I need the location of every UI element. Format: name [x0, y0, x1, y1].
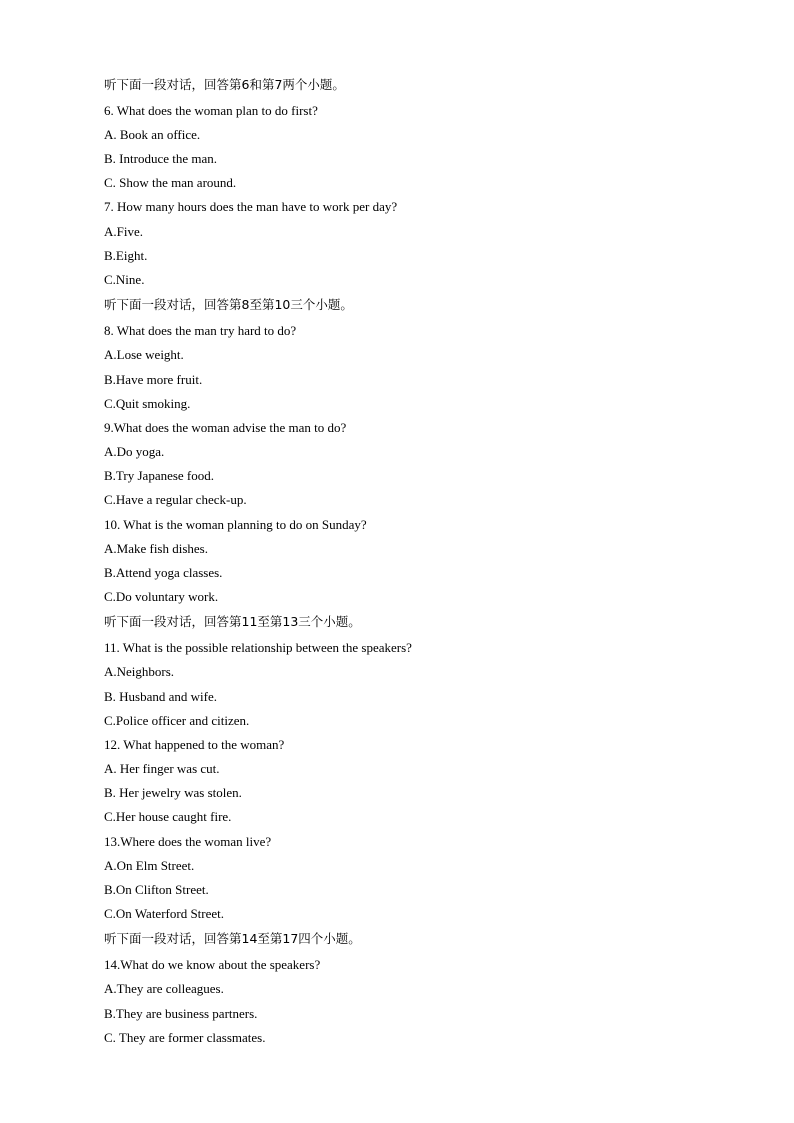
- option-11a: A.Neighbors.: [104, 664, 175, 679]
- option-13c: C.On Waterford Street.: [104, 906, 225, 921]
- option-13b: B.On Clifton Street.: [104, 882, 209, 897]
- question-13: 13.Where does the woman live?: [104, 834, 272, 849]
- question-8: 8. What does the man try hard to do?: [104, 323, 297, 338]
- option-11c: C.Police officer and citizen.: [104, 713, 250, 728]
- question-14: 14.What do we know about the speakers?: [104, 957, 321, 972]
- option-8a: A.Lose weight.: [104, 347, 184, 362]
- section-instruction: 听下面一段对话，回答第11至第13三个小题。: [104, 614, 361, 629]
- option-7c: C.Nine.: [104, 272, 145, 287]
- question-7: 7. How many hours does the man have to work per day?: [104, 199, 398, 214]
- question-11: 11. What is the possible relationship between the speakers?: [104, 640, 412, 655]
- option-10b: B.Attend yoga classes.: [104, 565, 223, 580]
- option-6b: B. Introduce the man.: [104, 151, 217, 166]
- option-8b: B.Have more fruit.: [104, 372, 203, 387]
- option-12c: C.Her house caught fire.: [104, 809, 232, 824]
- option-9a: A.Do yoga.: [104, 444, 165, 459]
- option-9b: B.Try Japanese food.: [104, 468, 215, 483]
- question-9: 9.What does the woman advise the man to do?: [104, 420, 347, 435]
- option-13a: A.On Elm Street.: [104, 858, 195, 873]
- option-14c: C. They are former classmates.: [104, 1030, 266, 1045]
- option-7b: B.Eight.: [104, 248, 148, 263]
- option-9c: C.Have a regular check-up.: [104, 492, 247, 507]
- section-instruction: 听下面一段对话，回答第8至第10三个小题。: [104, 297, 353, 312]
- section-instruction: 听下面一段对话，回答第6和第7两个小题。: [104, 77, 345, 92]
- question-10: 10. What is the woman planning to do on Sunday?: [104, 517, 367, 532]
- option-6a: A. Book an office.: [104, 127, 201, 142]
- section-instruction: 听下面一段对话，回答第14至第17四个小题。: [104, 931, 361, 946]
- question-12: 12. What happened to the woman?: [104, 737, 285, 752]
- option-6c: C. Show the man around.: [104, 175, 237, 190]
- option-12b: B. Her jewelry was stolen.: [104, 785, 242, 800]
- option-12a: A. Her finger was cut.: [104, 761, 220, 776]
- option-7a: A.Five.: [104, 224, 143, 239]
- option-11b: B. Husband and wife.: [104, 689, 218, 704]
- question-6: 6. What does the woman plan to do first?: [104, 103, 318, 118]
- option-14a: A.They are colleagues.: [104, 981, 224, 996]
- option-10a: A.Make fish dishes.: [104, 541, 208, 556]
- option-8c: C.Quit smoking.: [104, 396, 191, 411]
- option-14b: B.They are business partners.: [104, 1006, 258, 1021]
- option-10c: C.Do voluntary work.: [104, 589, 219, 604]
